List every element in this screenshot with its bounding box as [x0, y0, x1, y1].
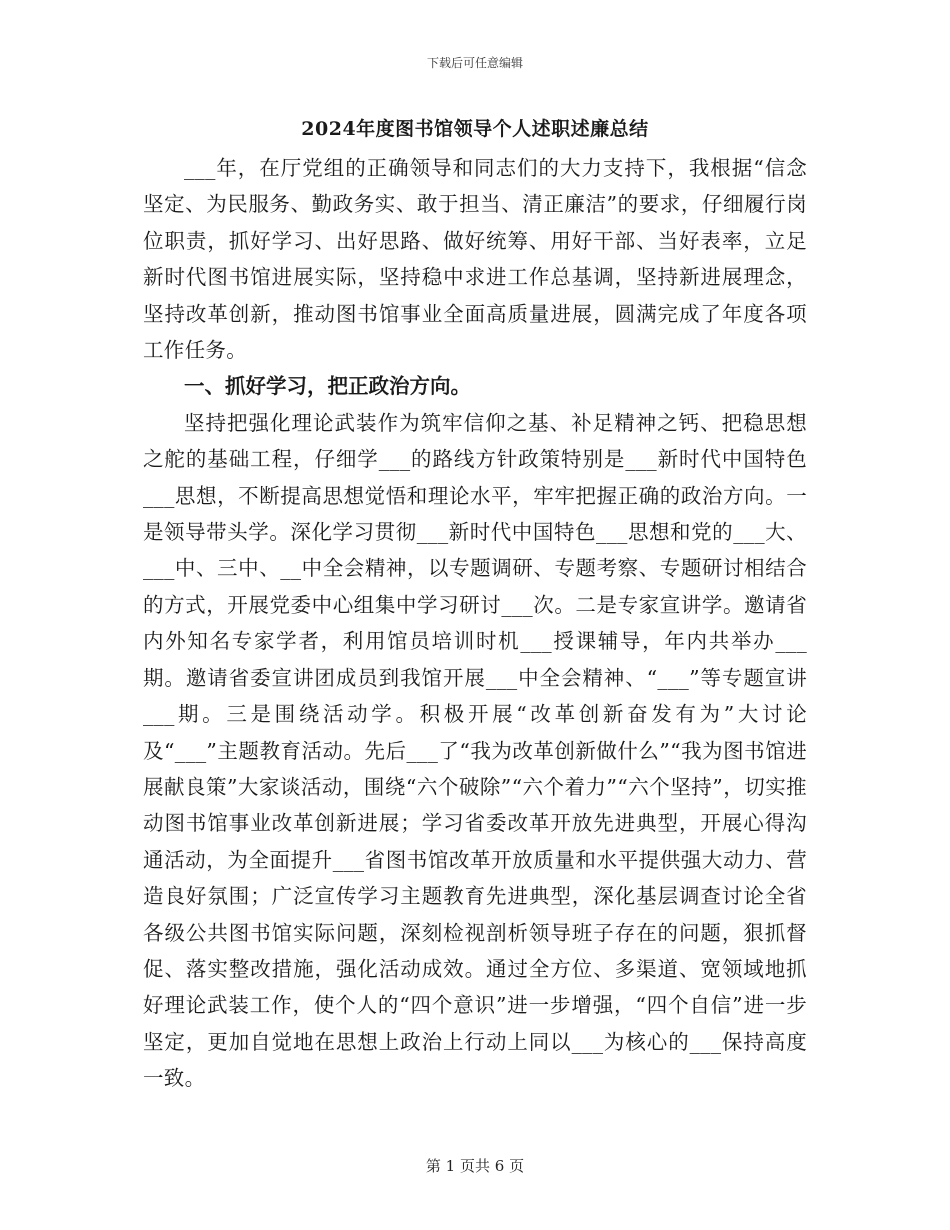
section-heading-1: 一、抓好学习，把正政治方向。: [184, 374, 471, 399]
header-note: 下载后可任意编辑: [426, 56, 523, 70]
document-body: [143, 150, 807, 1097]
page-number: 第 1 页共 6 页: [425, 1157, 525, 1175]
section-1-paragraph: 坚持把强化理论武装作为筑牢信仰之基、补足精神之钙、把稳思想之舵的基础工程，仔细学___的路线方针政策特别是___新时代中国特色___思想，不断提高思想觉悟和理论水平，牢牢把握正确的政治方向。一是领导带头学。深化学习贯彻___新时代中国特色___思想和党的___大、___中、三中、__中全会精神，以专题调研、专题考察、专题研讨相结合的方式，开展党委中心组集中学习研讨___次。二是专家宣讲学。邀请省内外知名专家学者，利用馆员培训时机___授课辅导，年内共举办___期。邀请省委宣讲团成员到我馆开展___中全会精神、“___”等专题宣讲___期。三是围绕活动学。积极开展“改革创新奋发有为”大讨论及“___”主题教育活动。先后___了“我为改革创新做什么”“我为图书馆进展献良策”大家谈活动，围绕“六个破除”“六个着力”“六个坚持”，切实推动图书馆事业改革创新进展；学习省委改革开放先进典型，开展心得沟通活动，为全面提升___省图书馆改革开放质量和水平提供强大动力、营造良好氛围；广泛宣传学习主题教育先进典型，深化基层调查讨论全省各级公共图书馆实际问题，深刻检视剖析领导班子存在的问题，狠抓督促、落实整改措施，强化活动成效。通过全方位、多渠道、宽领域地抓好理论武装工作，使个人的“四个意识”进一步增强，“四个自信”进一步坚定，更加自觉地在思想上政治上行动上同以___为核心的___保持高度一致。: [143, 410, 807, 1091]
intro-paragraph: ___年，在厅党组的正确领导和同志们的大力支持下，我根据“信念坚定、为民服务、勤政务实、敢于担当、清正廉洁”的要求，仔细履行岗位职责，抓好学习、出好思路、做好统筹、用好干部、当好表率，立足新时代图书馆进展实际，坚持稳中求进工作总基调，坚持新进展理念，坚持改革创新，推动图书馆事业全面高质量进展，圆满完成了年度各项工作任务。: [143, 156, 807, 363]
document-title: 2024年度图书馆领导个人述职述廉总结: [301, 118, 649, 140]
